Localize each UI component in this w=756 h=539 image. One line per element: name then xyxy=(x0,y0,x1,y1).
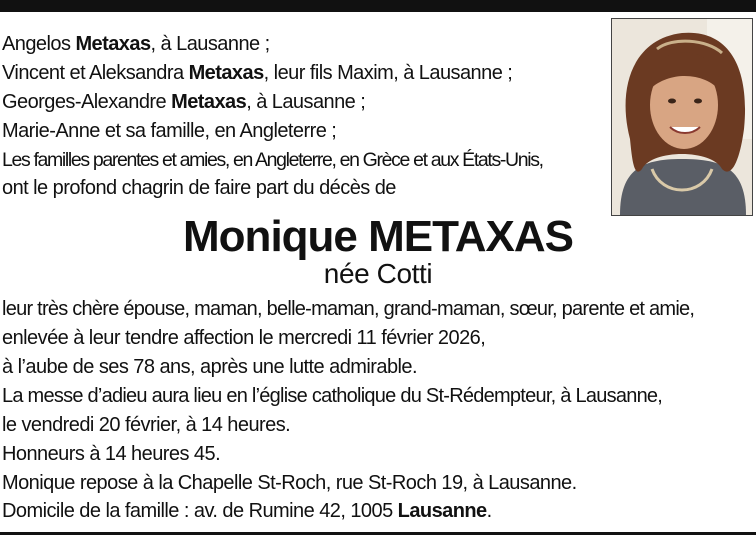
death-date-text: enlevée à leur tendre affection le mercredi 11 février 2026, xyxy=(2,327,486,349)
chapel-text: Monique repose à la Chapelle St-Roch, rue St-Roch 19, à Lausanne. xyxy=(2,472,577,494)
mass-date-text: le vendredi 20 février, à 14 heures. xyxy=(2,414,291,436)
honours-text: Honneurs à 14 heures 45. xyxy=(2,443,221,465)
family-line-vincent: Vincent et Aleksandra Metaxas, leur fils Maxim, à Lausanne ; xyxy=(2,62,513,84)
family-line-relatives: Les familles parentes et amies, en Angleterre, en Grèce et aux États-Unis, xyxy=(2,149,543,171)
top-border xyxy=(0,0,756,12)
mass-location-text: La messe d’adieu aura lieu en l’église catholique du St-Rédempteur, à Lausanne, xyxy=(2,385,663,407)
relationship-text: leur très chère épouse, maman, belle-maman, grand-maman, sœur, parente et amie, xyxy=(2,298,695,320)
age-text: à l’aube de ses 78 ans, après une lutte admirable. xyxy=(2,356,418,378)
portrait-photo xyxy=(611,18,753,216)
family-line-angelos: Angelos Metaxas, à Lausanne ; xyxy=(2,33,270,55)
announcement-intro-text: ont le profond chagrin de faire part du décès de xyxy=(2,177,396,199)
family-line-marie-anne: Marie-Anne et sa famille, en Angleterre ; xyxy=(2,120,337,142)
bottom-border xyxy=(0,532,756,535)
deceased-name: Monique METAXAS xyxy=(183,212,573,261)
family-line-georges: Georges-Alexandre Metaxas, à Lausanne ; xyxy=(2,91,366,113)
family-address-text: Domicile de la famille : av. de Rumine 42, 1005 Lausanne. xyxy=(2,500,492,522)
maiden-name: née Cotti xyxy=(323,258,433,289)
